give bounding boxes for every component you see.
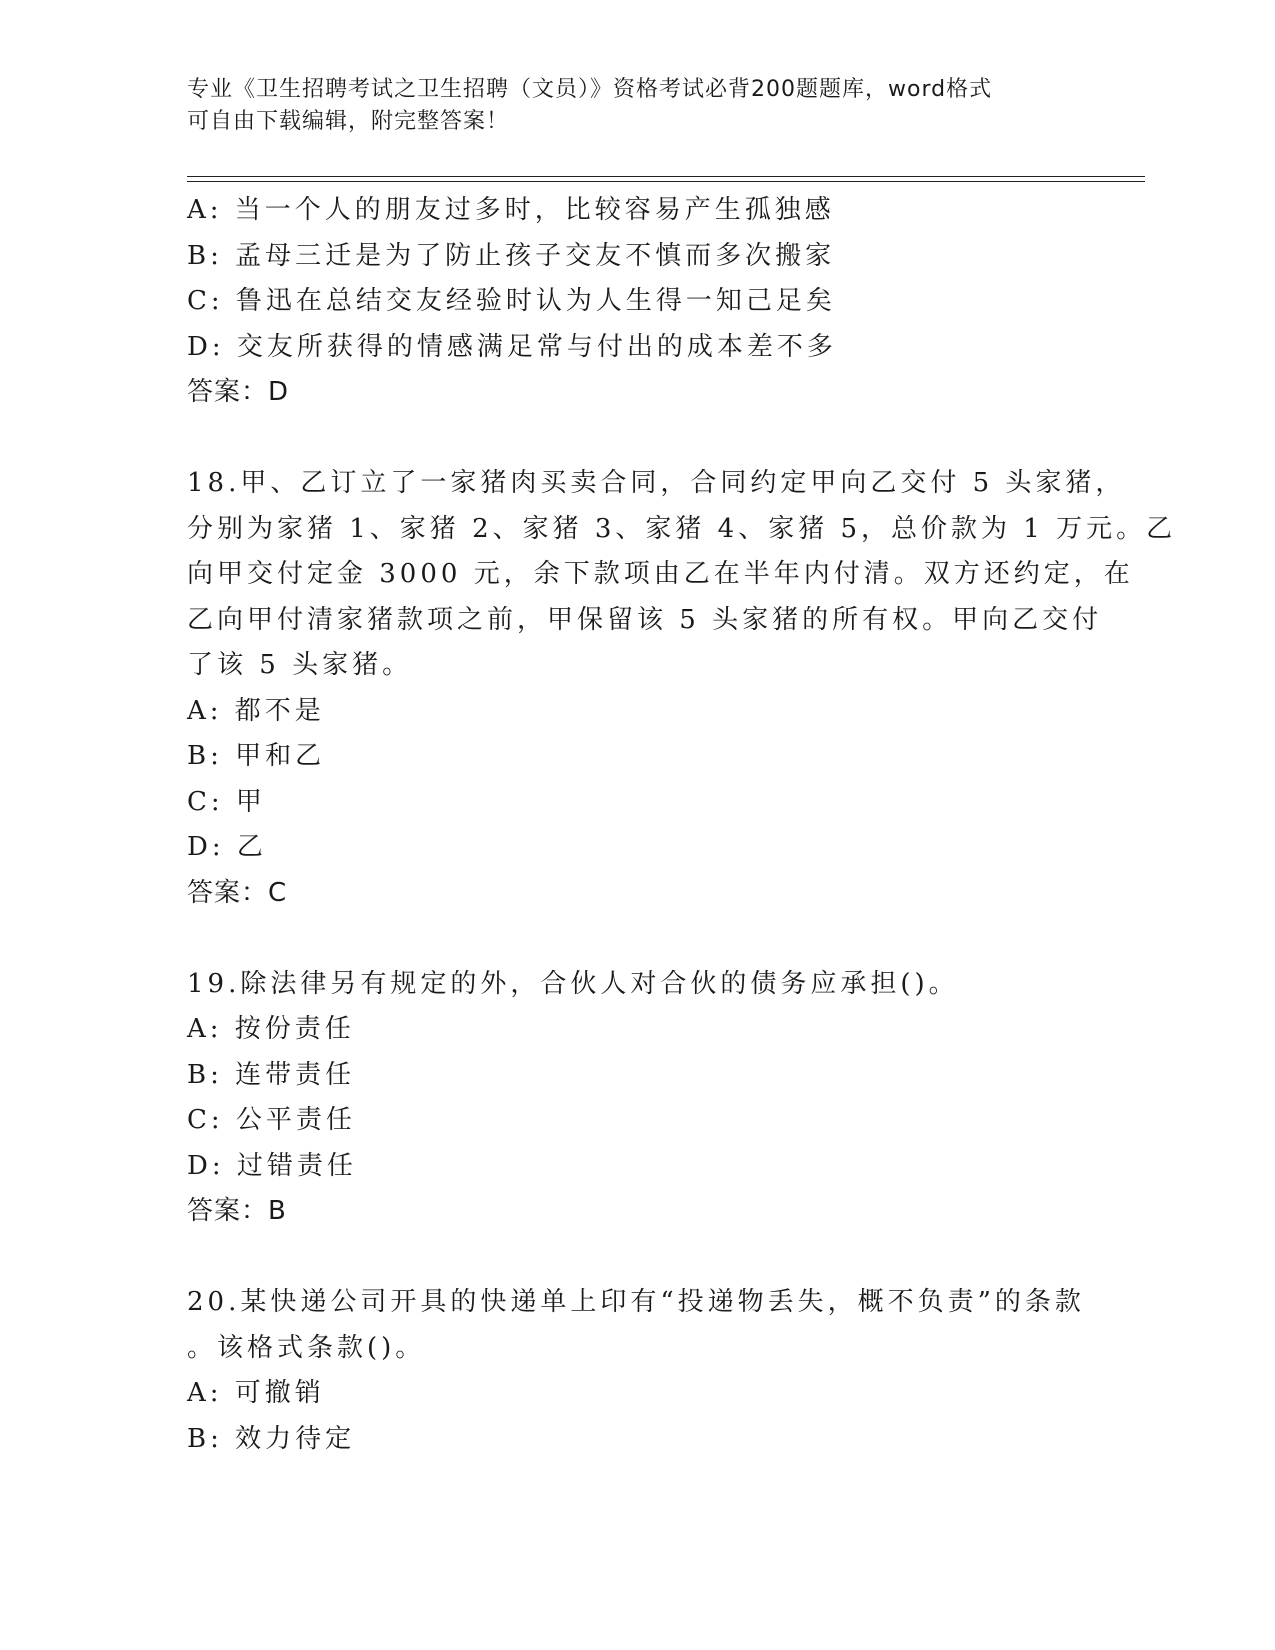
question-18 — [187, 461, 1177, 916]
option-b: B: 效力待定 — [187, 1423, 356, 1454]
option-d: D: 交友所获得的情感满足常与付出的成本差不多 — [187, 331, 837, 362]
question-20 — [187, 1280, 1087, 1462]
option-c: C: 鲁迅在总结交友经验时认为人生得一知己足矣 — [187, 286, 836, 316]
spacer — [187, 1235, 1087, 1281]
option-c: C: 甲 — [187, 786, 266, 817]
question-text-line: 分别为家猪 1、家猪 2、家猪 3、家猪 4、家猪 5，总价款为 1 万元。乙 — [187, 513, 1177, 544]
header-line-2: 可自由下载编辑，附完整答案！ — [187, 109, 510, 134]
question-text-line: 乙向甲付清家猪款项之前，甲保留该 5 头家猪的所有权。甲向乙交付 — [187, 604, 1103, 635]
answer: 答案：C — [187, 877, 288, 908]
option-a: A: 按份责任 — [187, 1014, 355, 1044]
option-d: D: 过错责任 — [187, 1150, 357, 1181]
question-text-line: 18.甲、乙订立了一家猪肉买卖合同，合同约定甲向乙交付 5 头家猪， — [187, 468, 1126, 498]
option-a: A: 可撤销 — [187, 1378, 325, 1408]
spacer — [187, 916, 1087, 962]
header-divider-top — [187, 176, 1145, 177]
question-text-line: 了该 5 头家猪。 — [187, 650, 413, 680]
answer: 答案：B — [187, 1196, 287, 1226]
question-17-continued — [187, 188, 1087, 416]
option-b: B: 甲和乙 — [187, 741, 326, 771]
option-a: A: 都不是 — [187, 695, 325, 726]
header-line-1: 专业《卫生招聘考试之卫生招聘（文员）》资格考试必背200题题库，word格式 — [187, 77, 993, 102]
header-divider-bottom — [187, 181, 1145, 182]
option-c: C: 公平责任 — [187, 1105, 356, 1135]
question-content — [187, 188, 1177, 1462]
spacer — [187, 416, 1087, 462]
option-b: B: 连带责任 — [187, 1059, 356, 1090]
answer: 答案：D — [187, 377, 290, 407]
question-text-line: 。该格式条款()。 — [187, 1332, 426, 1363]
option-b: B: 孟母三迁是为了防止孩子交友不慎而多次搬家 — [187, 240, 836, 271]
document-header — [187, 74, 1087, 138]
question-19 — [187, 962, 1087, 1235]
question-text-line: 19.除法律另有规定的外，合伙人对合伙的债务应承担()。 — [187, 968, 959, 999]
option-a: A: 当一个人的朋友过多时，比较容易产生孤独感 — [187, 195, 835, 225]
question-text-line: 向甲交付定金 3000 元，余下款项由乙在半年内付清。双方还约定，在 — [187, 559, 1134, 589]
question-text-line: 20.某快递公司开具的快递单上印有“投递物丢失，概不负责”的条款 — [187, 1287, 1085, 1317]
option-d: D: 乙 — [187, 832, 267, 862]
